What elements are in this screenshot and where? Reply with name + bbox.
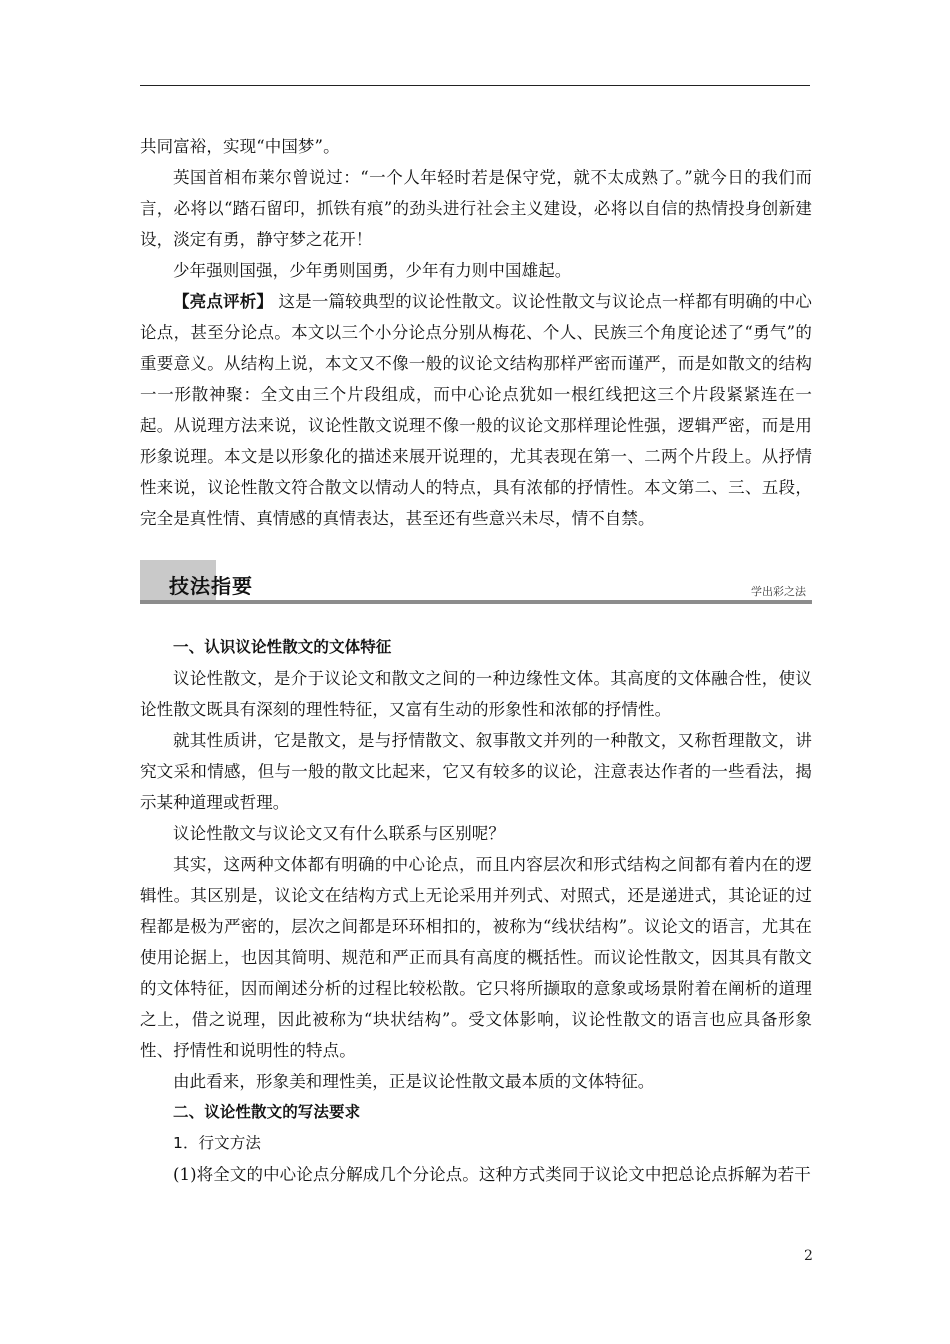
heading-writing-method: 1．行文方法 [173, 1134, 261, 1152]
paragraph-opening: 共同富裕，实现“中国梦”。 [140, 137, 340, 156]
highlight-review-label: 【亮点评析】 [173, 292, 274, 311]
paragraph-method-1: (1)将全文的中心论点分解成几个分论点。这种方式类同于议论文中把总论点拆解为若干 [173, 1165, 811, 1184]
section-subtitle: 学出彩之法 [751, 585, 806, 598]
section-title: 技法指要 [169, 574, 253, 598]
paragraph-youth: 少年强则国强，少年勇则国勇，少年有力则中国雄起。 [173, 261, 572, 280]
paragraph-highlight-review [140, 286, 812, 534]
paragraph-comparison: 其实，这两种文体都有明确的中心论点，而且内容层次和形式结构之间都有着内在的逻辑性。其区别是，议论文在结构方式上无论采用并列式、对照式，还是递进式，其论证的过程都是极为严密的，层次之间都是环环相扣的，被称为“线状结构”。议论文的语言，尤其在使用论据上，也因其简明、规范和严正而具有高度的概括性。而议论性散文，因其具有散文的文体特征，因而阐述分析的过程比较松散。它只将所撷取的意象或场景附着在阐析的道理之上，借之说理，因此被称为“块状结构”。受文体影响，议论性散文的语言也应具备形象性、抒情性和说明性的特点。 [140, 855, 812, 1060]
heading-genre-features: 一、认识议论性散文的文体特征 [173, 638, 392, 656]
section-underline [140, 600, 812, 604]
page-number: 2 [804, 1248, 813, 1264]
paragraph-blair-quote: 英国首相布莱尔曾说过：“一个人年轻时若是保守党，就不太成熟了。”就今日的我们而言，必将以“踏石留印，抓铁有痕”的劲头进行社会主义建设，必将以自信的热情投身创新建设，淡定有勇，静守梦之花开！ [140, 168, 812, 249]
heading-writing-requirements: 二、议论性散文的写法要求 [173, 1103, 361, 1121]
section-header [140, 560, 812, 606]
header-rule [140, 85, 810, 86]
paragraph-conclusion: 由此看来，形象美和理性美，正是议论性散文最本质的文体特征。 [173, 1072, 655, 1091]
paragraph-nature: 就其性质讲，它是散文，是与抒情散文、叙事散文并列的一种散文，又称哲理散文，讲究文采和情感，但与一般的散文比起来，它又有较多的议论，注意表达作者的一些看法，揭示某种道理或哲理。 [140, 731, 812, 812]
paragraph-definition: 议论性散文，是介于议论文和散文之间的一种边缘性文体。其高度的文体融合性，使议论性散文既具有深刻的理性特征，又富有生动的形象性和浓郁的抒情性。 [140, 669, 812, 719]
paragraph-question: 议论性散文与议论文又有什么联系与区别呢？ [173, 824, 505, 843]
highlight-review-body: 这是一篇较典型的议论性散文。议论性散文与议论点一样都有明确的中心论点，甚至分论点。本文以三个小分论点分别从梅花、个人、民族三个角度论述了“勇气”的重要意义。从结构上说，本文又不像一般的议论文结构那样严密而谨严，而是如散文的结构一一形散神聚：全文由三个片段组成，而中心论点犹如一根红线把这三个片段紧紧连在一起。从说理方法来说，议论性散文说理不像一般的议论文那样理论性强，逻辑严密，而是用形象说理。本文是以形象化的描述来展开说理的，尤其表现在第一、二两个片段上。从抒情性来说，议论性散文符合散文以情动人的特点，具有浓郁的抒情性。本文第二、三、五段，完全是真性情、真情感的真情表达，甚至还有些意兴未尽，情不自禁。 [140, 292, 812, 528]
